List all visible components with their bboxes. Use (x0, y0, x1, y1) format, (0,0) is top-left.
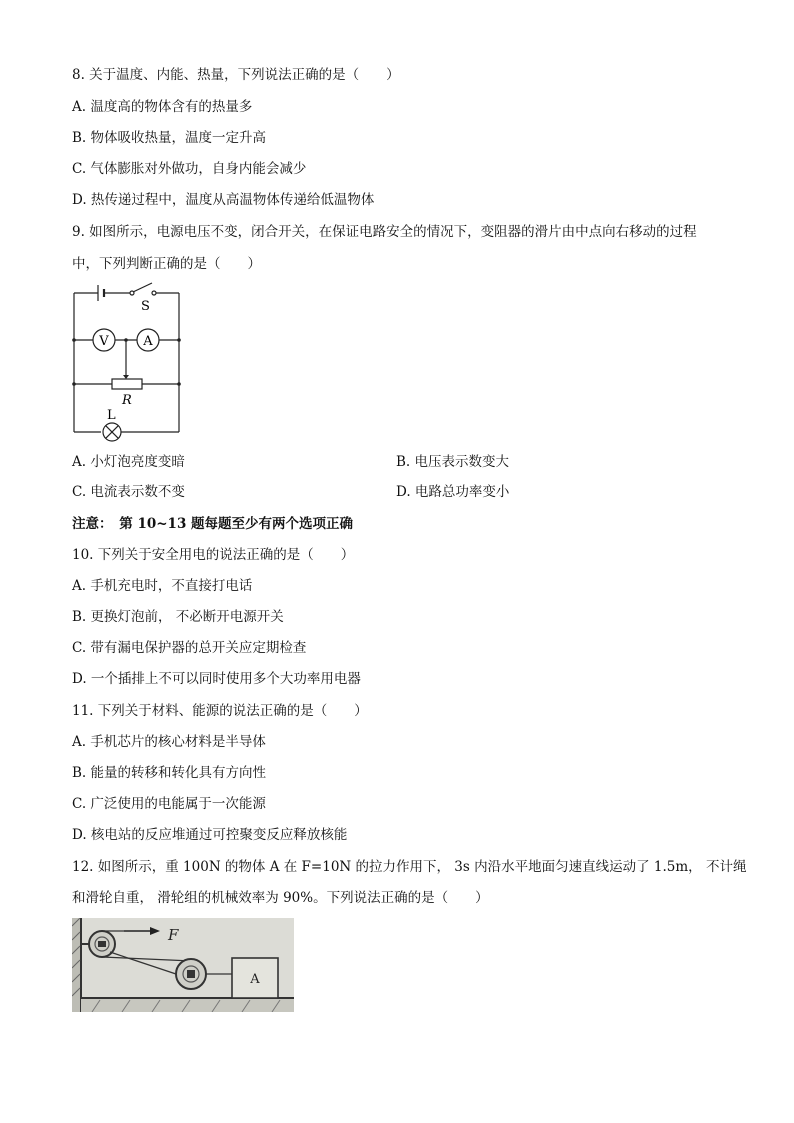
q8-stem: 8. 关于温度、内能、热量，下列说法正确的是（ ） (72, 67, 400, 83)
q12-stem-line2: 和滑轮自重， 滑轮组的机械效率为 90%。下列说法正确的是（ ） (72, 890, 489, 906)
q10-option-b: B. 更换灯泡前， 不必断开电源开关 (72, 609, 284, 625)
switch-contact (152, 291, 156, 295)
ammeter-label: A (143, 334, 153, 349)
q9-option-c: C. 电流表示数不变 (72, 484, 185, 500)
switch-label: S (141, 299, 150, 314)
q10-option-c: C. 带有漏电保护器的总开关应定期检查 (72, 640, 307, 656)
q10-option-d: D. 一个插排上不可以同时使用多个大功率用电器 (72, 671, 361, 687)
q11-option-d: D. 核电站的反应堆通过可控聚变反应释放核能 (72, 827, 348, 843)
q10-stem: 10. 下列关于安全用电的说法正确的是（ ） (72, 547, 355, 563)
q9-option-b: B. 电压表示数变大 (396, 454, 510, 470)
q10-option-a: A. 手机充电时，不直接打电话 (72, 578, 253, 594)
switch-blade (133, 283, 152, 292)
q9-stem-line1: 9. 如图所示，电源电压不变，闭合开关，在保证电路安全的情况下，变阻器的滑片由中点向右移动的过程 (72, 224, 697, 240)
q11-option-a: A. 手机芯片的核心材料是半导体 (72, 734, 266, 750)
force-label: F (168, 926, 179, 944)
slider-arrow (123, 375, 129, 379)
note: 注意： 第 10~13 题每题至少有两个选项正确 (72, 516, 354, 532)
circuit-diagram (64, 280, 190, 446)
q12-stem-line1: 12. 如图所示，重 100N 的物体 A 在 F=10N 的拉力作用下， 3s 内沿水平地面匀速直线运动了 1.5m， 不计绳 (72, 859, 747, 875)
q11-stem: 11. 下列关于材料、能源的说法正确的是（ ） (72, 703, 368, 719)
q8-option-a: A. 温度高的物体含有的热量多 (72, 99, 253, 115)
q8-option-d: D. 热传递过程中，温度从高温物体传递给低温物体 (72, 192, 375, 208)
pulley-photo (72, 918, 294, 1012)
q11-option-c: C. 广泛使用的电能属于一次能源 (72, 796, 266, 812)
q11-option-b: B. 能量的转移和转化具有方向性 (72, 765, 267, 781)
lamp-label: L (107, 408, 116, 423)
rheostat-label: R (122, 393, 132, 408)
q8-option-c: C. 气体膨胀对外做功，自身内能会减少 (72, 161, 307, 177)
q9-option-a: A. 小灯泡亮度变暗 (72, 454, 185, 470)
block-label: A (250, 972, 260, 987)
q9-stem-line2: 中，下列判断正确的是（ ） (72, 256, 261, 272)
voltmeter-label: V (99, 334, 109, 349)
rheostat-symbol (112, 379, 142, 389)
q8-option-b: B. 物体吸收热量，温度一定升高 (72, 130, 267, 146)
q9-option-d: D. 电路总功率变小 (396, 484, 510, 500)
